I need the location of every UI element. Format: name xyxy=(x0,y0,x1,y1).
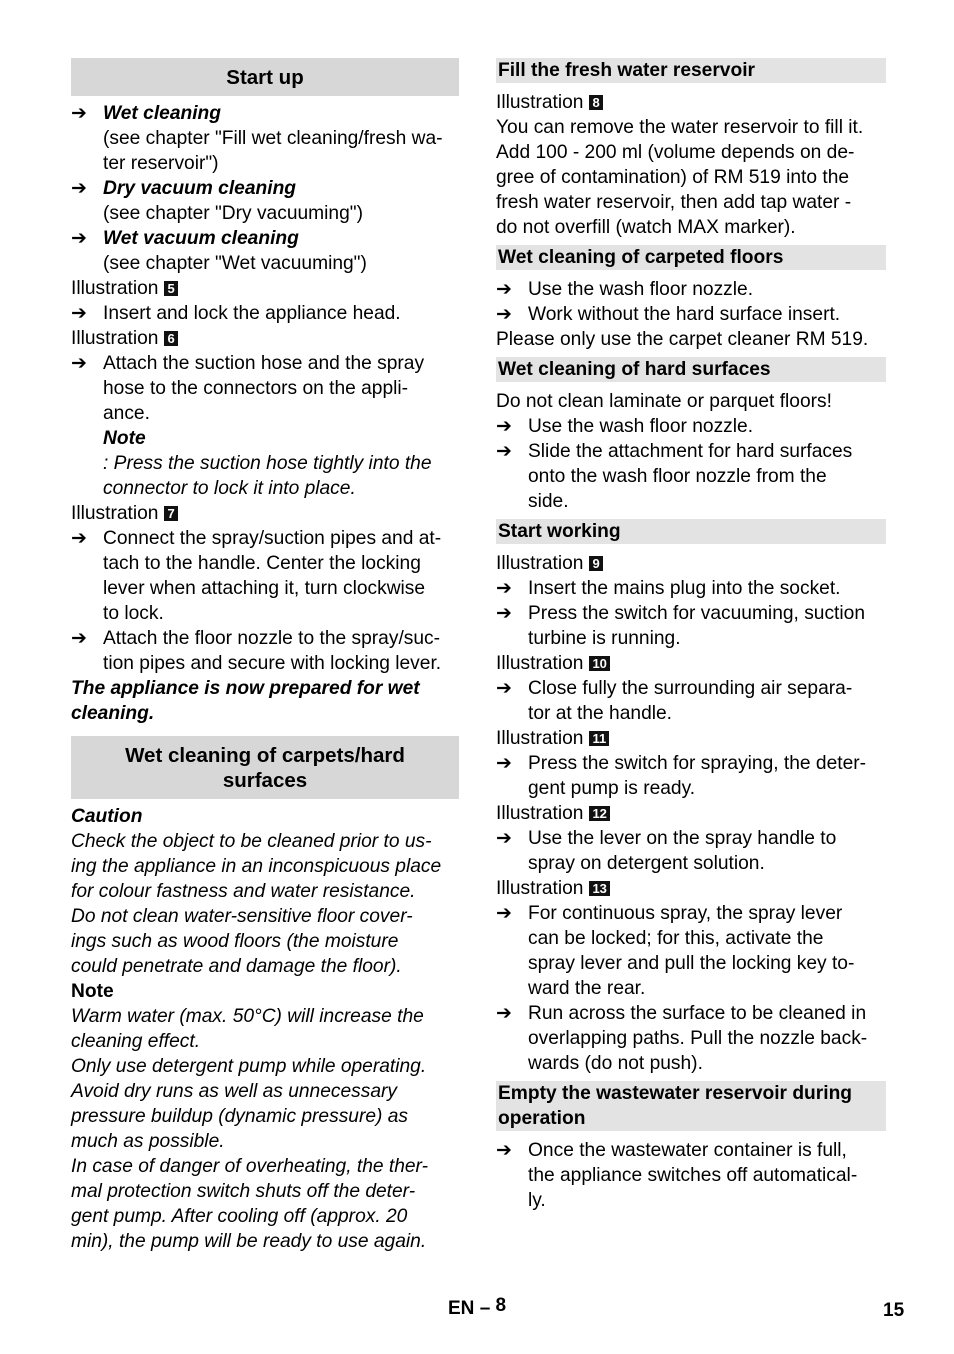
arrow-icon: ➔ xyxy=(496,279,512,300)
page-number: 15 xyxy=(883,1300,905,1321)
illustration-number: 6 xyxy=(164,331,177,346)
caution-title: Caution xyxy=(71,806,143,827)
illustration-label: Illustration xyxy=(496,803,584,824)
step-text: Attach the suction hose and the spray hose to the connectors on the appli- ance. xyxy=(103,353,425,424)
list-step xyxy=(71,626,459,676)
footer-section-page: 8 xyxy=(495,1295,507,1316)
paragraph: Please only use the carpet cleaner RM 519. xyxy=(496,329,869,350)
list-step xyxy=(496,1001,886,1076)
arrow-icon: ➔ xyxy=(496,903,512,924)
step-text: Insert and lock the appliance head. xyxy=(103,303,401,324)
illustration-ref xyxy=(496,801,886,826)
list-step xyxy=(71,226,459,276)
illustration-ref xyxy=(496,876,886,901)
caution-block xyxy=(71,804,459,979)
arrow-icon: ➔ xyxy=(496,441,512,462)
step-text: Use the wash floor nozzle. xyxy=(528,416,754,437)
illustration-ref xyxy=(71,276,459,301)
illustration-label: Illustration xyxy=(496,878,584,899)
illustration-label: Illustration xyxy=(496,92,584,113)
footer-language xyxy=(448,1296,506,1321)
step-title: Dry vacuum cleaning xyxy=(103,178,297,199)
list-step xyxy=(71,176,459,226)
step-text: Slide the attachment for hard surfaces onto the wash floor nozzle from the side. xyxy=(528,441,853,512)
heading-wet-cleaning: Wet cleaning of carpets/hard surfaces xyxy=(71,736,459,799)
section-body xyxy=(496,389,886,514)
arrow-icon: ➔ xyxy=(496,603,512,624)
illustration-number: 9 xyxy=(589,556,602,571)
arrow-icon: ➔ xyxy=(71,103,87,124)
arrow-icon: ➔ xyxy=(496,416,512,437)
section-heading: Fill the fresh water reservoir xyxy=(496,58,886,83)
arrow-icon: ➔ xyxy=(71,528,87,549)
list-step xyxy=(496,439,886,514)
section-heading: Wet cleaning of hard surfaces xyxy=(496,357,886,382)
arrow-icon: ➔ xyxy=(496,753,512,774)
arrow-icon: ➔ xyxy=(496,1140,512,1161)
heading-start-up: Start up xyxy=(71,58,459,96)
caution-text: Check the object to be cleaned prior to us- ing the appliance in an inconspicuous place for colour fastness and water resistance. Do not clean water-sensitive floor cover- ings such as wood floors (the moisture could penetrate and damage the floor). xyxy=(71,831,442,977)
list-step xyxy=(71,526,459,626)
list-step xyxy=(71,301,459,326)
arrow-icon: ➔ xyxy=(496,828,512,849)
step-text: Insert the mains plug into the socket. xyxy=(528,578,841,599)
list-step xyxy=(496,751,886,801)
step-text: Once the wastewater container is full, the appliance switches off automatical- ly. xyxy=(528,1140,858,1211)
list-step xyxy=(496,826,886,876)
section-heading: Start working xyxy=(496,519,886,544)
list-step xyxy=(496,414,886,439)
illustration-label: Illustration xyxy=(496,553,584,574)
section-heading: Wet cleaning of carpeted floors xyxy=(496,245,886,270)
step-title: Wet cleaning xyxy=(103,103,221,124)
illustration-ref xyxy=(71,501,459,526)
step-text: Use the lever on the spray handle to spray on detergent solution. xyxy=(528,828,837,874)
arrow-icon: ➔ xyxy=(496,678,512,699)
final-statement: The appliance is now prepared for wet cleaning. xyxy=(71,678,420,724)
paragraph: You can remove the water reservoir to fill it. Add 100 - 200 ml (volume depends on de- gree of contamination) of RM 519 into the fresh water reservoir, then add tap water - do not overfill (watch MAX marker). xyxy=(496,117,864,238)
note-block xyxy=(71,979,459,1254)
illustration-ref xyxy=(71,326,459,351)
step-text: Close fully the surrounding air separa- tor at the handle. xyxy=(528,678,853,724)
step-text: Use the wash floor nozzle. xyxy=(528,279,754,300)
arrow-icon: ➔ xyxy=(71,628,87,649)
arrow-icon: ➔ xyxy=(71,353,87,374)
illustration-label: Illustration xyxy=(71,278,159,299)
list-step xyxy=(71,101,459,176)
illustration-label: Illustration xyxy=(496,653,584,674)
paragraph: Do not clean laminate or parquet floors! xyxy=(496,391,832,412)
illustration-number: 7 xyxy=(164,506,177,521)
arrow-icon: ➔ xyxy=(496,304,512,325)
illustration-ref xyxy=(496,651,886,676)
list-step xyxy=(496,901,886,1001)
list-step xyxy=(496,601,886,651)
step-text: (see chapter "Dry vacuuming") xyxy=(103,203,363,224)
step-text: Press the switch for spraying, the deter- gent pump is ready. xyxy=(528,753,867,799)
section-heading: Empty the wastewater reservoir during operation xyxy=(496,1081,886,1131)
illustration-number: 12 xyxy=(589,806,609,821)
note-text: Warm water (max. 50°C) will increase the cleaning effect. Only use detergent pump while operating. Avoid dry runs as well as unnecessary pressure buildup (dynamic pressure) as much as possible. In case of danger of overheating, the ther- mal protection switch shuts off the deter- gent pump. After cooling off (approx. 20 min), the pump will be ready to use again. xyxy=(71,1006,428,1252)
illustration-number: 8 xyxy=(589,95,602,110)
step-text: Press the switch for vacuuming, suction turbine is running. xyxy=(528,603,865,649)
step-text: (see chapter "Wet vacuuming") xyxy=(103,253,367,274)
section-body xyxy=(496,1138,886,1213)
illustration-number: 13 xyxy=(589,881,609,896)
arrow-icon: ➔ xyxy=(496,1003,512,1024)
illustration-ref xyxy=(496,551,886,576)
list-step xyxy=(496,576,886,601)
illustration-ref xyxy=(496,90,886,115)
footer-dash: – xyxy=(479,1298,491,1319)
step-text: Connect the spray/suction pipes and at- tach to the handle. Center the locking lever when attaching it, turn clockwise to lock. xyxy=(103,528,442,624)
footer-lang: EN xyxy=(448,1298,475,1319)
step-title: Wet vacuum cleaning xyxy=(103,228,299,249)
illustration-label: Illustration xyxy=(71,503,159,524)
list-step xyxy=(496,676,886,726)
illustration-label: Illustration xyxy=(496,728,584,749)
illustration-number: 10 xyxy=(589,656,609,671)
section-body xyxy=(496,551,886,1076)
arrow-icon: ➔ xyxy=(496,578,512,599)
list-step xyxy=(496,277,886,302)
illustration-number: 5 xyxy=(164,281,177,296)
start-up-list xyxy=(71,101,459,726)
list-step xyxy=(71,351,459,426)
illustration-label: Illustration xyxy=(71,328,159,349)
section-body xyxy=(496,90,886,240)
step-text: For continuous spray, the spray lever can be locked; for this, activate the spray lever and pull the locking key to- ward the rear. xyxy=(528,903,855,999)
step-text: Work without the hard surface insert. xyxy=(528,304,841,325)
step-text: Attach the floor nozzle to the spray/suc- tion pipes and secure with locking lever. xyxy=(103,628,442,674)
step-text: Run across the surface to be cleaned in overlapping paths. Pull the nozzle back- wards (do not push). xyxy=(528,1003,868,1074)
arrow-icon: ➔ xyxy=(71,178,87,199)
arrow-icon: ➔ xyxy=(71,228,87,249)
left-column xyxy=(71,58,459,1254)
right-column xyxy=(496,58,886,1213)
section-body xyxy=(496,277,886,352)
note-inline xyxy=(71,426,459,501)
arrow-icon: ➔ xyxy=(71,303,87,324)
list-step xyxy=(496,1138,886,1213)
step-text: (see chapter "Fill wet cleaning/fresh wa- ter reservoir") xyxy=(103,128,443,174)
note-title: Note xyxy=(71,981,114,1002)
illustration-ref xyxy=(496,726,886,751)
note-inline-title: Note xyxy=(103,428,146,449)
note-inline-text: : Press the suction hose tightly into the connector to lock it into place. xyxy=(103,453,432,499)
list-step xyxy=(496,302,886,327)
illustration-number: 11 xyxy=(589,731,609,746)
